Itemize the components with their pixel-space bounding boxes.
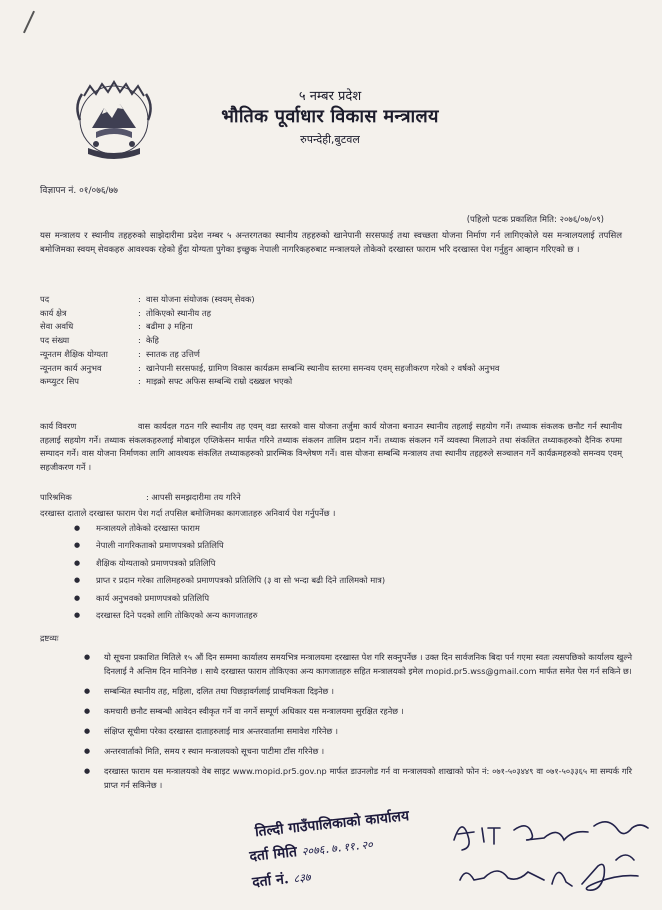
field-label: सेवा अवधि [40, 321, 74, 332]
field-label: पद [40, 294, 50, 304]
list-item: ● कमचारी छनौट सम्बन्धी आवेदन स्वीकृत गर्ने वा नगर्ने सम्पूर्ण अधिकार यस मन्त्रालयमा सुरक्षित रहनेछ । [104, 704, 632, 718]
list-item: ● दरखास्त दिने पदको लागि तोकिएको अन्य कागजातहरु [90, 608, 385, 625]
field-row: पद संख्या : केहि [40, 334, 625, 348]
list-item: ● प्राप्त र प्रदान गरेका तालिमहरुको प्रमाणपत्रको प्रतिलिपि (३ वा सो भन्दा बढी दिने तालिमको मात्र) [90, 573, 385, 590]
remuneration-value: : आपसी समझदारीमा तय गरिने [146, 492, 241, 502]
field-label: न्यूनतम कार्य अनुभव [40, 362, 102, 373]
field-value: केहि [146, 335, 159, 346]
field-label: कम्प्युटर सिप [40, 376, 80, 387]
ministry-location: रुपन्देही,बुटवल [300, 133, 360, 146]
field-label: न्यूनतम शैक्षिक योग्यता [40, 348, 108, 359]
stamp-date-label: दर्ता मिति [248, 844, 298, 865]
field-value: माइक्रो सफ्ट अफिस सम्बन्धि राम्रो दख्खल भएको [146, 376, 293, 387]
province-name: ५ नम्बर प्रदेश [298, 89, 362, 104]
work-description [40, 420, 622, 474]
field-row: पद : वास योजना संयोजक (स्वयम् सेवक) [40, 293, 625, 307]
ministry-name: भौतिक पूर्वाधार विकास मन्त्रालय [221, 106, 439, 127]
field-label: कार्य क्षेत्र [40, 307, 67, 318]
list-item: ● नेपाली नागरिकताको प्रमाणपत्रको प्रतिलिपि [90, 538, 385, 555]
field-value: बढीमा ३ महिना [146, 321, 193, 332]
handwritten-signature-icon [448, 806, 654, 906]
list-item: ● यो सूचना प्रकाशित मितिले १५ औं दिन सम्ममा कार्यालय समयभित्र मन्त्रालयमा दरखास्त पेश गरि सक्नुपर्नेछ । उक्त दिन सार्वजनिक बिदा पर्न गएमा स्वतः त्यसपछिको कार्यालय खुल्ने दिनलाई नै अन्तिम दिन मानिनेछ । साथै दरखास्त फाराम तोकिएका अन्य कागजातहरु सहित मन्त्रालयको इमेल mopid.pr5.wss@gmail.com मार्फत समेत पेस गर्न सकिने छ। [104, 650, 632, 678]
nepal-emblem-icon [66, 76, 162, 166]
field-value: वास योजना संयोजक (स्वयम् सेवक) [146, 294, 255, 304]
notes-heading: द्रष्टव्यः [40, 633, 59, 643]
list-item: ● सम्बन्धित स्थानीय तह, महिला, दलित तथा पिछड़ावर्गलाई प्राथमिकता दिइनेछ । [104, 684, 632, 698]
required-documents-list [90, 521, 385, 625]
stamp-office-name: तिल्दी गाउँपालिकाको कार्यालय [254, 808, 410, 841]
field-label: पद संख्या [40, 335, 70, 346]
work-description-text: वास कार्यदल गठन गरि स्थानीय तह एवम् वडा स्तरको वास योजना तर्जुमा कार्य योजना बनाउन स्थानीय तहलाई सहयोग गर्ने। तथ्याक संकलक छनौट गर्न स्थानीय तहलाई सहयोग गर्ने। तथ्याक संकलकहरुलाई मोबाइल एप्लिकेसन मार्फत गरिने तथ्याक संकलन तालिम प्रदान गर्ने। तथ्याक संकलन गर्ने व्यवस्था मिलाउने तथा संकलित तथ्याकहरुको दैनिक रुपमा सम्पादन गर्ने। वास योजना निर्माणका लागि आवश्यक संकलित तथ्याकहरुको प्रारम्भिक विश्लेषण गर्ने। वास योजना सम्बन्धि मन्त्रालय तथा स्थानीय तहहरुले सञ्चालन गर्ने कार्यक्रमहरुको समन्वय एवम् सहजीकरण गर्ने । [40, 421, 622, 472]
stamp-number-row [251, 867, 311, 892]
stamp-date-value: २०७६.७.११.२० [301, 838, 374, 859]
notice-number: विज्ञापन नं. ०१/०७६/७७ [40, 186, 118, 196]
list-item: ● संक्षिप्त सूचीमा परेका दरखास्त दाताहरुलाई मात्र अन्तरवार्तामा समावेश गरिनेछ । [104, 724, 632, 738]
pen-mark [23, 11, 35, 34]
publish-date: (पहिलो पटक प्रकाशित मिति: २०७६/०७/०९) [466, 215, 604, 225]
stamp-number-label: दर्ता नं. [251, 871, 290, 891]
field-row: न्यूनतम शैक्षिक योग्यता : स्नातक तह उत्तिर्ण [40, 348, 625, 362]
field-row: न्यूनतम कार्य अनुभव : खानेपानी सरसफाई, ग्रामिण विकास कार्यक्रम सम्बन्धि स्थानीय स्तरमा समन्वय एवम् सहजीकरण गरेको २ वर्षको अनुभव [40, 362, 625, 376]
registration-stamp [236, 802, 454, 909]
field-row: सेवा अवधि : बढीमा ३ महिना [40, 320, 625, 334]
remuneration-row [40, 492, 625, 503]
work-description-label: कार्य विवरण [40, 421, 77, 431]
intro-paragraph: यस मन्त्रालय र स्थानीय तहहरुको साझेदारीमा प्रदेश नम्बर ५ अन्तरगतका स्थानीय तहहरुको खानेपानी सरसफाई तथा स्वच्छता योजना निर्माण गर्न लागिएकोले यस मन्त्रालयलाई तपसिल बमोजिमका स्वयम् सेवकहरु आवश्यक रहेको हुँदा योग्यता पुगेका इच्छुक नेपाली नागरिकहरुबाट मन्त्रालयले तोकेको दरखास्त फाराम भरि दरखास्त पेश गर्नुहुन आव्हान गरिएको छ । [40, 231, 622, 255]
field-row: कार्य क्षेत्र : तोकिएको स्थानीय तह [40, 307, 625, 321]
list-item: ● शैक्षिक योग्यताको प्रमाणपत्रको प्रतिलिपि [90, 556, 385, 573]
list-item: ● दरखास्त फाराम यस मन्त्रालयको वेब साइट www.mopid.pr5.gov.np मार्फत डाउनलोड गर्न वा मन्त्रालयको शाखाको फोन नं: ०७१-५०३४४९ वा ०७१-५०३३६५ मा सम्पर्क गरि प्राप्त गर्न सकिनेछ । [104, 764, 632, 792]
field-value: स्नातक तह उत्तिर्ण [146, 348, 200, 359]
stamp-number-value: ८३७ [292, 870, 312, 886]
field-row: कम्प्युटर सिप : माइक्रो सफ्ट अफिस सम्बन्धि राम्रो दख्खल भएको [40, 375, 625, 389]
notes-list [104, 650, 632, 798]
remuneration-label: पारिश्रमिक [40, 492, 72, 502]
position-details [40, 293, 625, 389]
field-value: खानेपानी सरसफाई, ग्रामिण विकास कार्यक्रम सम्बन्धि स्थानीय स्तरमा समन्वय एवम् सहजीकरण गरेको २ वर्षको अनुभव [146, 362, 500, 373]
list-item: ● अन्तरवार्ताको मिति, समय र स्थान मन्त्रालयको सूचना पाटीमा टाँस गरिनेछ । [104, 744, 632, 758]
list-item: ● मन्त्रालयले तोकेको दरखास्त फाराम [90, 521, 385, 538]
field-value: तोकिएको स्थानीय तह [146, 307, 211, 318]
list-item: ● कार्य अनुभवको प्रमाणपत्रको प्रतिलिपि [90, 591, 385, 608]
documents-intro: दरखास्त दाताले दरखास्त फाराम पेश गर्दा तपसिल बमोजिमका कागजातहरु अनिवार्य पेश गर्नुपर्नेछ । [40, 508, 336, 518]
